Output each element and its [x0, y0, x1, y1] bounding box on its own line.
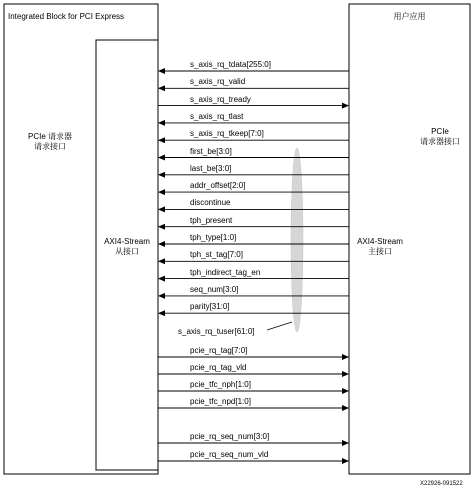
signal-label: pcie_rq_tag[7:0]: [190, 346, 248, 355]
signal-label: s_axis_rq_tdata[255:0]: [190, 60, 271, 69]
signal-label: tph_type[1:0]: [190, 233, 237, 242]
signal-label: s_axis_rq_tlast: [190, 111, 244, 121]
right-port-label-line1: AXI4-Stream: [357, 237, 403, 246]
signal-label: pcie_rq_seq_num_vld: [190, 450, 269, 459]
left-block-title: Integrated Block for PCI Express: [8, 12, 125, 21]
right-port-label-line2: 主接口: [368, 247, 392, 256]
left-side-label-line2: 请求接口: [34, 142, 66, 151]
signal-label: discontinue: [190, 198, 231, 208]
right-block-title: 用户应用: [393, 12, 426, 21]
right-port-label: [349, 237, 411, 257]
left-port-label-line1: AXI4-Stream: [104, 237, 150, 246]
right-side-label: [410, 127, 470, 147]
signal-label: last_be[3:0]: [190, 163, 232, 173]
signal-label: seq_num[3:0]: [190, 284, 239, 294]
figure-id: X22926-091522: [420, 481, 463, 487]
signal-label: pcie_tfc_npd[1:0]: [190, 397, 251, 406]
tuser-leader-line: [267, 322, 292, 330]
left-side-label-line1: PCIe 请求器: [27, 132, 72, 141]
tuser-group-ellipse: [291, 148, 303, 332]
right-side-label-line1: PCIe: [431, 127, 449, 136]
signal-label: pcie_rq_seq_num[3:0]: [190, 432, 270, 441]
signal-label: s_axis_rq_tkeep[7:0]: [190, 129, 264, 139]
signal-label: tph_present: [190, 215, 233, 225]
left-port-label: [96, 237, 158, 257]
right-side-label-line2: 请求器接口: [420, 137, 460, 146]
signal-label: addr_offset[2:0]: [190, 181, 246, 191]
left-port-label-line2: 从接口: [115, 247, 139, 256]
signal-label: tph_st_tag[7:0]: [190, 250, 243, 260]
signal-label: s_axis_rq_tready: [190, 94, 251, 104]
tuser-label: s_axis_rq_tuser[61:0]: [178, 327, 255, 336]
signal-label: first_be[3:0]: [190, 146, 232, 156]
signal-label: pcie_rq_tag_vld: [190, 363, 247, 372]
signal-label: tph_indirect_tag_en: [190, 267, 261, 277]
signal-label: pcie_tfc_nph[1:0]: [190, 380, 251, 389]
signal-label: s_axis_rq_valid: [190, 77, 246, 87]
left-side-label: [4, 132, 96, 152]
signal-label: parity[31:0]: [190, 302, 230, 312]
